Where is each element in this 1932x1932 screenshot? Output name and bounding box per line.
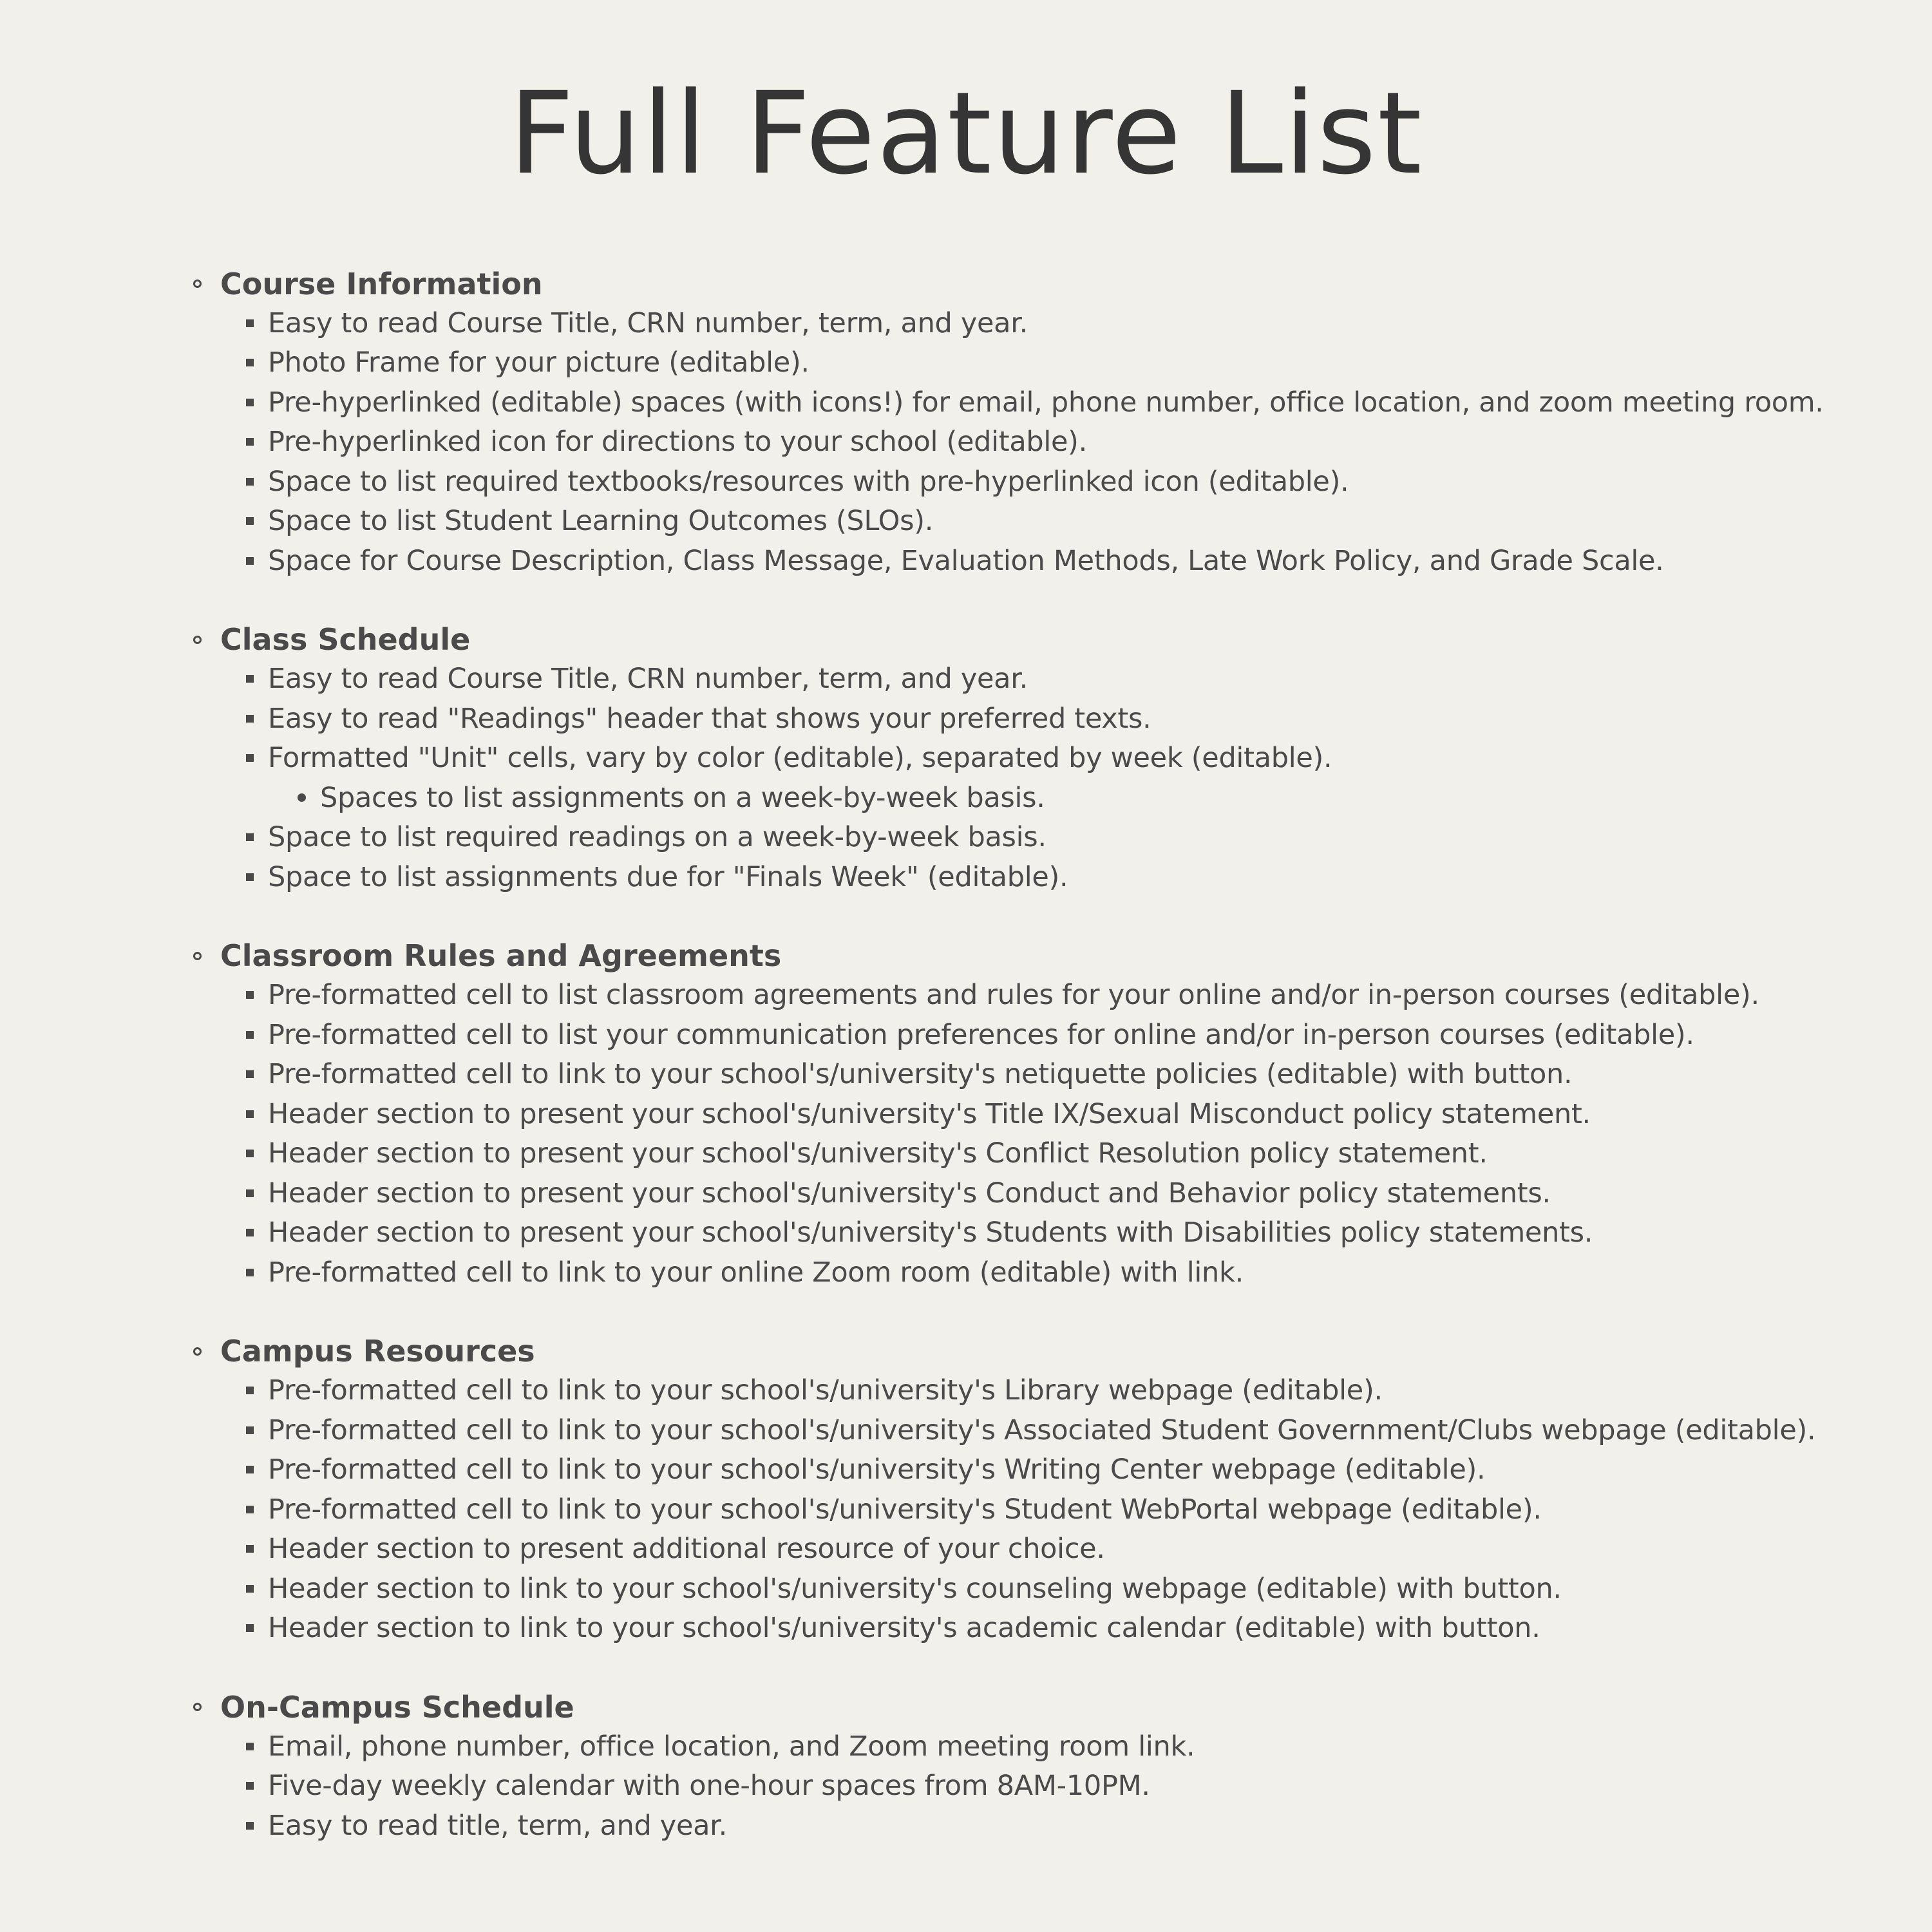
section-title: Course Information xyxy=(220,266,543,301)
square-bullet-icon xyxy=(246,1466,254,1473)
list-item-text: Header section to present your school's/university's Title IX/Sexual Misconduct policy statement. xyxy=(268,1097,1591,1130)
square-bullet-icon xyxy=(246,478,254,486)
list-item xyxy=(246,1213,1906,1253)
section-campus-resources xyxy=(193,1332,1906,1649)
square-bullet-icon xyxy=(246,1822,254,1830)
circle-bullet-icon xyxy=(193,952,202,960)
list-item-text: Easy to read Course Title, CRN number, term, and year. xyxy=(268,307,1028,339)
list-item xyxy=(246,1530,1906,1569)
section-header xyxy=(193,1332,1906,1371)
square-bullet-icon xyxy=(246,1387,254,1394)
circle-bullet-icon xyxy=(193,636,202,644)
square-bullet-icon xyxy=(246,1031,254,1039)
square-bullet-icon xyxy=(246,1506,254,1513)
square-bullet-icon xyxy=(246,359,254,366)
list-item xyxy=(246,976,1906,1016)
list-item-text: Pre-formatted cell to list your communication preferences for online and/or in-person courses (editable). xyxy=(268,1018,1694,1051)
square-bullet-icon xyxy=(246,1070,254,1078)
list-item xyxy=(246,659,1906,699)
list-item xyxy=(246,1371,1906,1411)
circle-bullet-icon xyxy=(193,1703,202,1711)
list-item-text: Pre-formatted cell to link to your school's/university's netiquette policies (editable) with button. xyxy=(268,1058,1573,1091)
section-header xyxy=(193,264,1906,303)
list-item-text: Spaces to list assignments on a week-by-week basis. xyxy=(320,781,1045,814)
list-item-text: Space to list required textbooks/resources with pre-hyperlinked icon (editable). xyxy=(268,465,1349,498)
list-item-text: Space to list assignments due for "Finals Week" (editable). xyxy=(268,860,1068,893)
list-item xyxy=(246,1173,1906,1213)
list-item-text: Formatted "Unit" cells, vary by color (editable), separated by week (editable). xyxy=(268,742,1332,775)
list-item xyxy=(246,1094,1906,1134)
list-item xyxy=(246,1490,1906,1530)
list-item-text: Email, phone number, office location, and Zoom meeting room link. xyxy=(268,1730,1195,1763)
list-item xyxy=(246,1410,1906,1450)
nested-list-item xyxy=(298,778,1906,818)
section-classroom-rules xyxy=(193,936,1906,1293)
section-title: Campus Resources xyxy=(220,1334,535,1368)
list-item-text: Header section to present your school's/university's Conflict Resolution policy statement. xyxy=(268,1137,1488,1170)
list-item-text: Pre-hyperlinked icon for directions to your school (editable). xyxy=(268,426,1088,459)
circle-bullet-icon xyxy=(193,1347,202,1356)
list-item xyxy=(246,1450,1906,1490)
list-item-text: Header section to link to your school's/university's counseling webpage (editable) with button. xyxy=(268,1572,1562,1605)
list-item-text: Space to list required readings on a week-by-week basis. xyxy=(268,821,1046,854)
dot-bullet-icon xyxy=(298,793,306,802)
list-item xyxy=(246,739,1906,779)
list-item-text: Easy to read "Readings" header that shows your preferred texts. xyxy=(268,702,1151,735)
square-bullet-icon xyxy=(246,754,254,762)
list-item xyxy=(246,383,1906,422)
list-item xyxy=(246,303,1906,343)
square-bullet-icon xyxy=(246,1150,254,1157)
list-item-text: Header section to present additional resource of your choice. xyxy=(268,1533,1105,1566)
square-bullet-icon xyxy=(246,438,254,446)
list-item-text: Easy to read Course Title, CRN number, term, and year. xyxy=(268,663,1028,696)
list-item-text: Header section to link to your school's/university's academic calendar (editable) with button. xyxy=(268,1612,1540,1645)
list-item xyxy=(246,1015,1906,1055)
list-item xyxy=(246,343,1906,383)
section-title: Class Schedule xyxy=(220,622,471,657)
square-bullet-icon xyxy=(246,991,254,999)
list-item-text: Header section to present your school's/university's Conduct and Behavior policy statements. xyxy=(268,1177,1551,1209)
square-bullet-icon xyxy=(246,1782,254,1790)
list-item xyxy=(246,1806,1906,1846)
circle-bullet-icon xyxy=(193,279,202,288)
section-on-campus-schedule xyxy=(193,1687,1906,1846)
square-bullet-icon xyxy=(246,1743,254,1750)
list-item xyxy=(246,422,1906,462)
section-title: On-Campus Schedule xyxy=(220,1689,574,1725)
list-item-text: Pre-formatted cell to list classroom agreements and rules for your online and/or in-person courses (editable). xyxy=(268,979,1759,1012)
list-item xyxy=(246,857,1906,897)
square-bullet-icon xyxy=(246,319,254,327)
list-item xyxy=(246,1766,1906,1806)
square-bullet-icon xyxy=(246,675,254,683)
square-bullet-icon xyxy=(246,715,254,723)
feature-list xyxy=(193,264,1906,1885)
list-item xyxy=(246,502,1906,542)
list-item-text: Header section to present your school's/university's Students with Disabilities policy statements. xyxy=(268,1217,1593,1249)
list-item xyxy=(246,1569,1906,1609)
list-item-text: Space for Course Description, Class Message, Evaluation Methods, Late Work Policy, and Grade Scale. xyxy=(268,544,1664,577)
list-item xyxy=(246,818,1906,858)
square-bullet-icon xyxy=(246,557,254,565)
list-item xyxy=(246,1253,1906,1293)
list-item-text: Pre-formatted cell to link to your school's/university's Associated Student Government/Clubs webpage (editable). xyxy=(268,1414,1816,1446)
square-bullet-icon xyxy=(246,1585,254,1593)
square-bullet-icon xyxy=(246,1545,254,1553)
list-item-text: Photo Frame for your picture (editable). xyxy=(268,346,810,379)
list-item-text: Pre-hyperlinked (editable) spaces (with icons!) for email, phone number, office location, and zoom meeting room. xyxy=(268,386,1824,419)
list-item xyxy=(246,1055,1906,1095)
list-item-text: Pre-formatted cell to link to your school's/university's Library webpage (editable). xyxy=(268,1374,1383,1407)
list-item xyxy=(246,1609,1906,1649)
list-item-text: Five-day weekly calendar with one-hour spaces from 8AM-10PM. xyxy=(268,1770,1150,1803)
list-item xyxy=(246,1727,1906,1766)
square-bullet-icon xyxy=(246,833,254,841)
list-item-text: Pre-formatted cell to link to your online Zoom room (editable) with link. xyxy=(268,1256,1244,1289)
section-header xyxy=(193,1687,1906,1727)
list-item-text: Pre-formatted cell to link to your school's/university's Writing Center webpage (editable). xyxy=(268,1454,1486,1486)
square-bullet-icon xyxy=(246,517,254,525)
section-title: Classroom Rules and Agreements xyxy=(220,938,782,973)
list-item-text: Space to list Student Learning Outcomes (SLOs). xyxy=(268,505,934,538)
list-item xyxy=(246,541,1906,581)
page-title: Full Feature List xyxy=(509,68,1423,200)
list-item xyxy=(246,1134,1906,1174)
list-item xyxy=(246,699,1906,739)
square-bullet-icon xyxy=(246,873,254,881)
section-class-schedule xyxy=(193,620,1906,897)
section-header xyxy=(193,936,1906,976)
square-bullet-icon xyxy=(246,1624,254,1632)
square-bullet-icon xyxy=(246,1189,254,1197)
section-course-information xyxy=(193,264,1906,581)
square-bullet-icon xyxy=(246,1426,254,1434)
section-header xyxy=(193,620,1906,659)
square-bullet-icon xyxy=(246,399,254,406)
list-item-text: Easy to read title, term, and year. xyxy=(268,1809,727,1842)
square-bullet-icon xyxy=(246,1269,254,1276)
square-bullet-icon xyxy=(246,1229,254,1236)
list-item xyxy=(246,462,1906,502)
list-item-text: Pre-formatted cell to link to your school's/university's Student WebPortal webpage (editable). xyxy=(268,1493,1542,1526)
square-bullet-icon xyxy=(246,1110,254,1118)
